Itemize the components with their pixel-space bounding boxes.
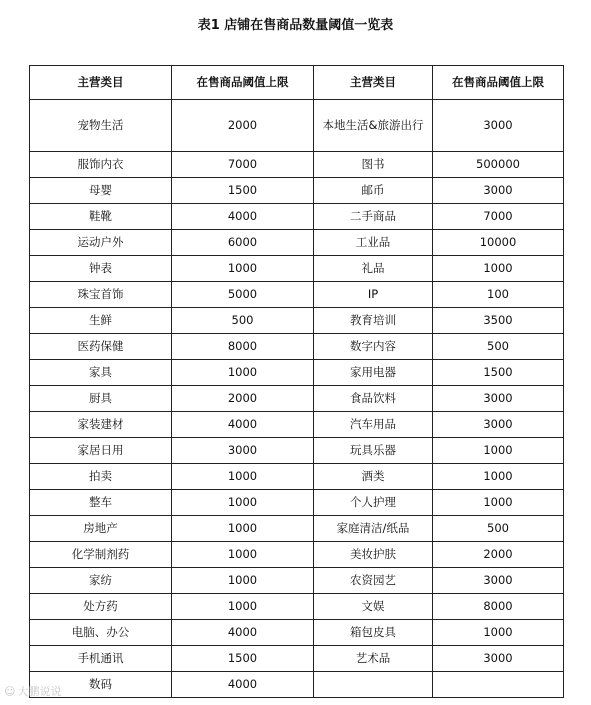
threshold-cell: 1000: [433, 464, 564, 490]
threshold-cell: 1000: [172, 256, 314, 282]
threshold-cell: 1000: [172, 542, 314, 568]
threshold-table: [29, 65, 564, 698]
threshold-cell: 1500: [172, 646, 314, 672]
category-cell: 数码: [30, 672, 172, 698]
threshold-cell: 10000: [433, 230, 564, 256]
table-row: [30, 152, 564, 178]
threshold-cell: 100: [433, 282, 564, 308]
table-row: [30, 412, 564, 438]
table-row: [30, 490, 564, 516]
threshold-cell: 8000: [172, 334, 314, 360]
table-row: [30, 230, 564, 256]
table-header-row: [30, 66, 564, 100]
category-cell: 食品饮料: [314, 386, 433, 412]
category-cell: 手机通讯: [30, 646, 172, 672]
watermark: [4, 685, 61, 699]
page-title: 表1 店铺在售商品数量阈值一览表: [197, 18, 394, 33]
table-row: [30, 594, 564, 620]
threshold-cell: 3500: [433, 308, 564, 334]
category-cell: 化学制剂药: [30, 542, 172, 568]
table-row: [30, 386, 564, 412]
table-row: [30, 542, 564, 568]
threshold-cell: 1500: [172, 178, 314, 204]
threshold-cell: 3000: [433, 178, 564, 204]
category-cell: 数字内容: [314, 334, 433, 360]
category-cell: 医药保健: [30, 334, 172, 360]
threshold-cell: 1000: [172, 464, 314, 490]
threshold-cell: 500: [172, 308, 314, 334]
table-row: [30, 672, 564, 698]
header-threshold-1: 在售商品阈值上限: [172, 66, 314, 100]
weibo-like-icon: ☺: [4, 685, 16, 698]
category-cell: 房地产: [30, 516, 172, 542]
threshold-cell: 1000: [433, 620, 564, 646]
table-row: [30, 178, 564, 204]
category-cell: 家具: [30, 360, 172, 386]
category-cell: 美妆护肤: [314, 542, 433, 568]
category-cell: 宠物生活: [30, 100, 172, 152]
category-cell: 二手商品: [314, 204, 433, 230]
category-cell: 处方药: [30, 594, 172, 620]
threshold-cell: 3000: [433, 386, 564, 412]
category-cell: 邮币: [314, 178, 433, 204]
threshold-cell: 1000: [172, 490, 314, 516]
header-category-1: 主营类目: [30, 66, 172, 100]
category-cell: 运动户外: [30, 230, 172, 256]
category-cell: 玩具乐器: [314, 438, 433, 464]
threshold-cell: 5000: [172, 282, 314, 308]
category-cell: 厨具: [30, 386, 172, 412]
threshold-cell: 4000: [172, 620, 314, 646]
threshold-cell: 1000: [433, 490, 564, 516]
threshold-cell: 4000: [172, 672, 314, 698]
category-cell: 艺术品: [314, 646, 433, 672]
category-cell: 拍卖: [30, 464, 172, 490]
header-category-2: 主营类目: [314, 66, 433, 100]
threshold-cell: 2000: [172, 386, 314, 412]
threshold-cell: 500: [433, 516, 564, 542]
category-cell: 家庭清洁/纸品: [314, 516, 433, 542]
category-cell: 汽车用品: [314, 412, 433, 438]
category-cell: 珠宝首饰: [30, 282, 172, 308]
threshold-cell: 7000: [433, 204, 564, 230]
table-row: [30, 620, 564, 646]
threshold-cell: 1000: [172, 360, 314, 386]
header-threshold-2: 在售商品阈值上限: [433, 66, 564, 100]
threshold-cell: 1000: [172, 568, 314, 594]
category-cell: IP: [314, 282, 433, 308]
threshold-cell: 3000: [433, 412, 564, 438]
threshold-cell: 1000: [172, 516, 314, 542]
category-cell: 个人护理: [314, 490, 433, 516]
table-row: [30, 646, 564, 672]
table-row: [30, 204, 564, 230]
category-cell: 整车: [30, 490, 172, 516]
category-cell: 农资园艺: [314, 568, 433, 594]
category-cell: 母婴: [30, 178, 172, 204]
table-row: [30, 282, 564, 308]
threshold-cell: 4000: [172, 204, 314, 230]
threshold-cell: 2000: [172, 100, 314, 152]
category-cell: 家装建材: [30, 412, 172, 438]
threshold-cell: 500: [433, 334, 564, 360]
category-cell: 本地生活&旅游出行: [314, 100, 433, 152]
threshold-cell: 4000: [172, 412, 314, 438]
category-cell: 礼品: [314, 256, 433, 282]
threshold-cell: 1000: [172, 594, 314, 620]
table-row: [30, 334, 564, 360]
threshold-cell: 1000: [433, 438, 564, 464]
threshold-cell: 2000: [433, 542, 564, 568]
threshold-cell: 1500: [433, 360, 564, 386]
category-cell: 家居日用: [30, 438, 172, 464]
category-cell: 家用电器: [314, 360, 433, 386]
table-row: [30, 438, 564, 464]
table-row: [30, 360, 564, 386]
threshold-cell: [433, 672, 564, 698]
threshold-cell: 1000: [433, 256, 564, 282]
threshold-cell: 500000: [433, 152, 564, 178]
category-cell: 钟表: [30, 256, 172, 282]
watermark-text: 大鹏说说: [17, 685, 62, 698]
threshold-cell: 7000: [172, 152, 314, 178]
threshold-cell: 6000: [172, 230, 314, 256]
category-cell: 电脑、办公: [30, 620, 172, 646]
table-row: [30, 256, 564, 282]
threshold-cell: 3000: [433, 100, 564, 152]
threshold-cell: 8000: [433, 594, 564, 620]
category-cell: [314, 672, 433, 698]
category-cell: 家纺: [30, 568, 172, 594]
threshold-cell: 3000: [433, 568, 564, 594]
category-cell: 工业品: [314, 230, 433, 256]
threshold-cell: 3000: [172, 438, 314, 464]
table-row: [30, 516, 564, 542]
category-cell: 图书: [314, 152, 433, 178]
threshold-cell: 3000: [433, 646, 564, 672]
table-row: [30, 568, 564, 594]
category-cell: 生鲜: [30, 308, 172, 334]
category-cell: 鞋靴: [30, 204, 172, 230]
category-cell: 文娱: [314, 594, 433, 620]
table-row: [30, 464, 564, 490]
table-row: [30, 100, 564, 152]
category-cell: 酒类: [314, 464, 433, 490]
category-cell: 教育培训: [314, 308, 433, 334]
category-cell: 服饰内衣: [30, 152, 172, 178]
category-cell: 箱包皮具: [314, 620, 433, 646]
table-row: [30, 308, 564, 334]
